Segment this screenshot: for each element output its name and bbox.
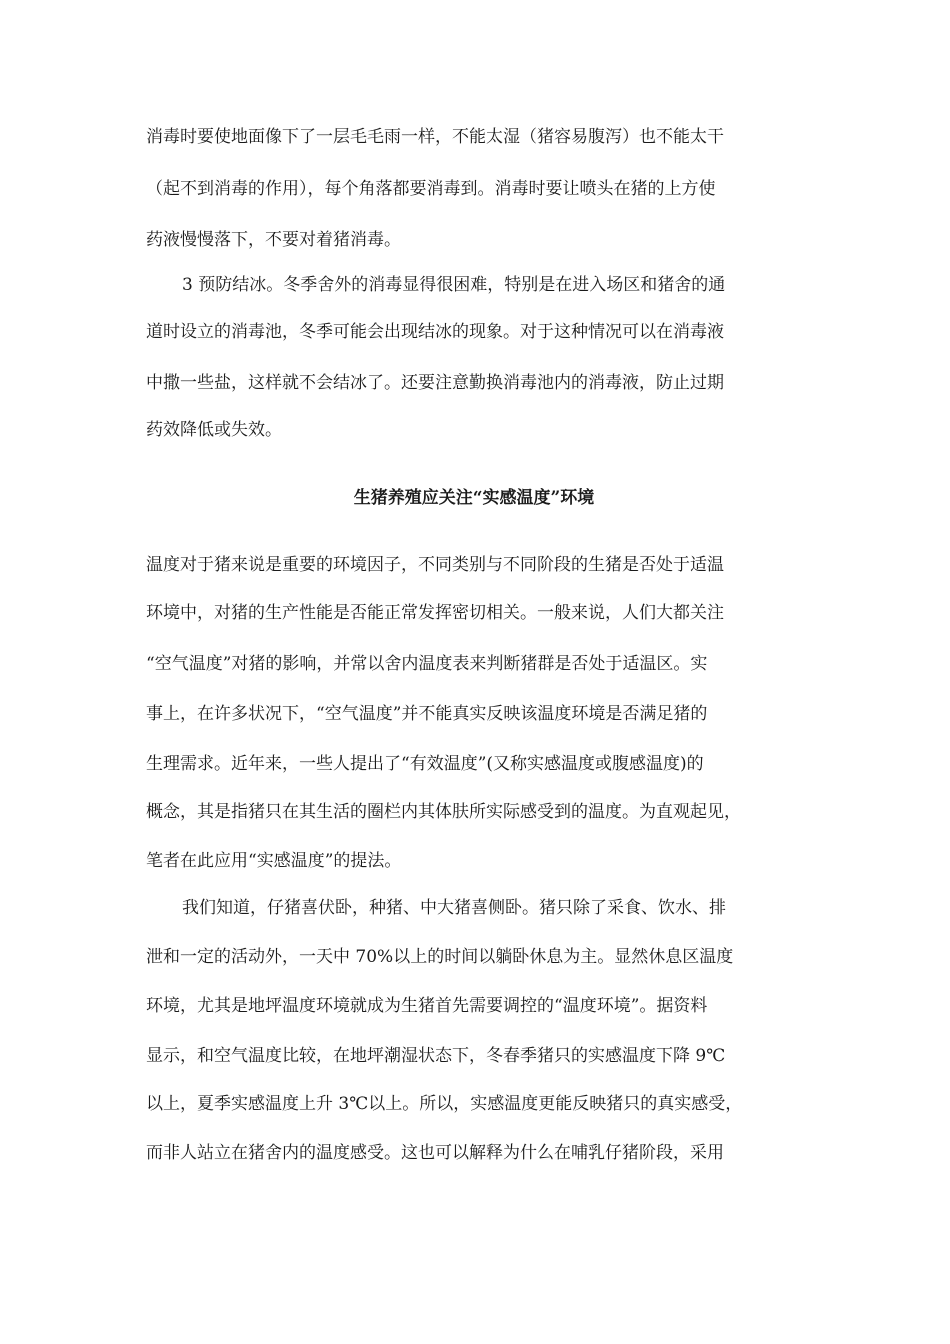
paragraph-line: 药液慢慢落下，不要对着猪消毒。	[146, 230, 401, 250]
paragraph-line: 概念，其是指猪只在其生活的圈栏内其体肤所实际感受到的温度。为直观起见，	[146, 802, 741, 822]
paragraph-line: 生理需求。近年来，一些人提出了“有效温度”(又称实感温度或腹感温度)的	[146, 754, 704, 774]
section-title: 生猪养殖应关注“实感温度”环境	[353, 488, 595, 508]
paragraph-line: 我们知道，仔猪喜伏卧，种猪、中大猪喜侧卧。猪只除了采食、饮水、排	[182, 898, 726, 918]
paragraph-line: 笔者在此应用“实感温度”的提法。	[146, 851, 402, 871]
paragraph-line: 泄和一定的活动外，一天中 70%以上的时间以躺卧休息为主。显然休息区温度	[146, 947, 734, 967]
paragraph-line: 温度对于猪来说是重要的环境因子，不同类别与不同阶段的生猪是否处于适温	[146, 555, 724, 575]
paragraph-line: 中撒一些盐，这样就不会结冰了。还要注意勤换消毒池内的消毒液，防止过期	[146, 373, 724, 393]
paragraph-line: 而非人站立在猪舍内的温度感受。这也可以解释为什么在哺乳仔猪阶段，采用	[146, 1143, 724, 1163]
paragraph-line: 消毒时要使地面像下了一层毛毛雨一样，不能太湿（猪容易腹泻）也不能太干	[146, 127, 724, 147]
paragraph-line: 以上，夏季实感温度上升 3℃以上。所以，实感温度更能反映猪只的真实感受，	[146, 1094, 743, 1114]
paragraph-line: 显示，和空气温度比较，在地坪潮湿状态下，冬春季猪只的实感温度下降 9℃	[146, 1046, 726, 1066]
paragraph-line: 环境中，对猪的生产性能是否能正常发挥密切相关。一般来说，人们大都关注	[146, 603, 724, 623]
paragraph-line: 事上，在许多状况下，“空气温度”并不能真实反映该温度环境是否满足猪的	[146, 704, 708, 724]
paragraph-line: 环境，尤其是地坪温度环境就成为生猪首先需要调控的“温度环境”。据资料	[146, 996, 708, 1016]
paragraph-line: 道时设立的消毒池，冬季可能会出现结冰的现象。对于这种情况可以在消毒液	[146, 322, 724, 342]
paragraph-line: 药效降低或失效。	[146, 420, 282, 440]
paragraph-line: 3 预防结冰。冬季舍外的消毒显得很困难，特别是在进入场区和猪舍的通	[182, 275, 726, 295]
paragraph-line: “空气温度”对猪的影响，并常以舍内温度表来判断猪群是否处于适温区。实	[146, 654, 708, 674]
paragraph-line: （起不到消毒的作用），每个角落都要消毒到。消毒时要让喷头在猪的上方使	[146, 179, 716, 199]
